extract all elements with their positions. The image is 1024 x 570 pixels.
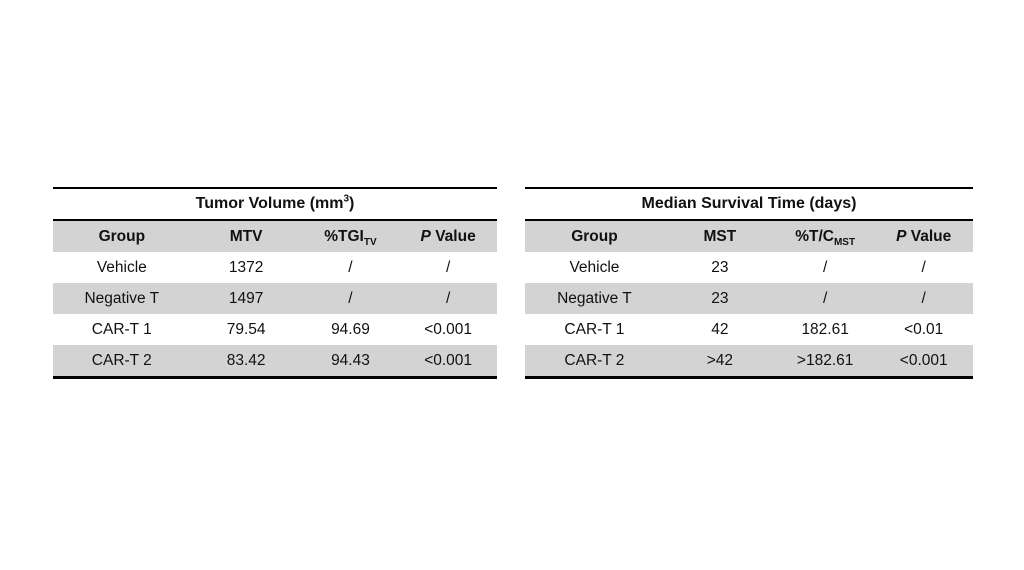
col-header-t-over-c: $\%T/C_{MST}$ <box>795 227 856 248</box>
median-survival-header-row <box>525 221 973 252</box>
table-cell: / <box>921 258 926 276</box>
col-header-group: Group <box>571 227 618 245</box>
table-cell: / <box>921 289 926 307</box>
table-row-vehicle <box>53 252 497 283</box>
tumor-volume-header-row <box>53 221 497 252</box>
table-row-negative-t <box>525 283 973 314</box>
table-row-car-t-1 <box>53 314 497 345</box>
table-cell: <0.01 <box>904 320 944 338</box>
tgi-subscript: TV <box>363 236 377 248</box>
table-cell: <0.001 <box>424 351 473 369</box>
table-cell: Negative T <box>557 289 632 307</box>
table-cell: / <box>348 258 353 276</box>
table-cell: CAR-T 2 <box>564 351 625 369</box>
table-cell: / <box>445 258 451 276</box>
tumor-volume-table-title <box>53 189 497 221</box>
table-cell: Vehicle <box>96 258 147 276</box>
table-cell: <0.001 <box>899 351 948 369</box>
table-row-car-t-2 <box>525 345 973 376</box>
title-text: Median Survival Time (days) <box>641 195 857 212</box>
table-cell: 94.43 <box>331 351 370 369</box>
table-cell: Vehicle <box>569 258 620 276</box>
median-survival-table-title <box>525 189 973 221</box>
table-cell: CAR-T 1 <box>91 320 152 338</box>
table-cell: / <box>348 289 353 307</box>
table-cell: >42 <box>706 351 734 369</box>
title-text: Tumor Volume (mm <box>195 195 344 212</box>
col-header-p-value: P Value <box>896 227 952 245</box>
table-cell: 1372 <box>228 258 264 276</box>
table-cell: CAR-T 1 <box>564 320 625 338</box>
table-row-vehicle <box>525 252 973 283</box>
mst-subscript: MST <box>833 236 856 248</box>
col-header-group: Group <box>98 227 146 245</box>
table-cell: <0.001 <box>424 320 473 338</box>
table-row-car-t-2 <box>53 345 497 376</box>
col-header-p-value: P Value <box>420 227 476 245</box>
title-superscript: 3 <box>343 193 350 205</box>
title-text-close: ) <box>349 195 355 212</box>
table-cell: 42 <box>711 320 729 338</box>
table-row-negative-t <box>53 283 497 314</box>
table-cell: Negative T <box>84 289 160 307</box>
col-header-mst: MST <box>703 227 737 245</box>
table-cell: / <box>822 289 828 307</box>
col-header-mtv: MTV <box>229 227 263 245</box>
tumor-volume-table <box>53 187 497 379</box>
table-cell: >182.61 <box>796 351 854 369</box>
table-cell: 79.54 <box>226 320 266 338</box>
col-header-tgi: $\%TGI_{TV}$ <box>324 227 377 248</box>
table-cell: 83.42 <box>226 351 266 369</box>
table-cell: 23 <box>711 289 729 307</box>
table-cell: CAR-T 2 <box>91 351 152 369</box>
table-cell: / <box>445 289 451 307</box>
table-row-car-t-1 <box>525 314 973 345</box>
median-survival-table <box>525 187 973 379</box>
table-cell: / <box>822 258 828 276</box>
table-cell: 1497 <box>228 289 264 307</box>
table-cell: 23 <box>711 258 729 276</box>
table-cell: 94.69 <box>331 320 370 338</box>
table-cell: 182.61 <box>801 320 849 338</box>
p-italic: P <box>896 227 907 245</box>
p-italic: P <box>420 227 431 245</box>
